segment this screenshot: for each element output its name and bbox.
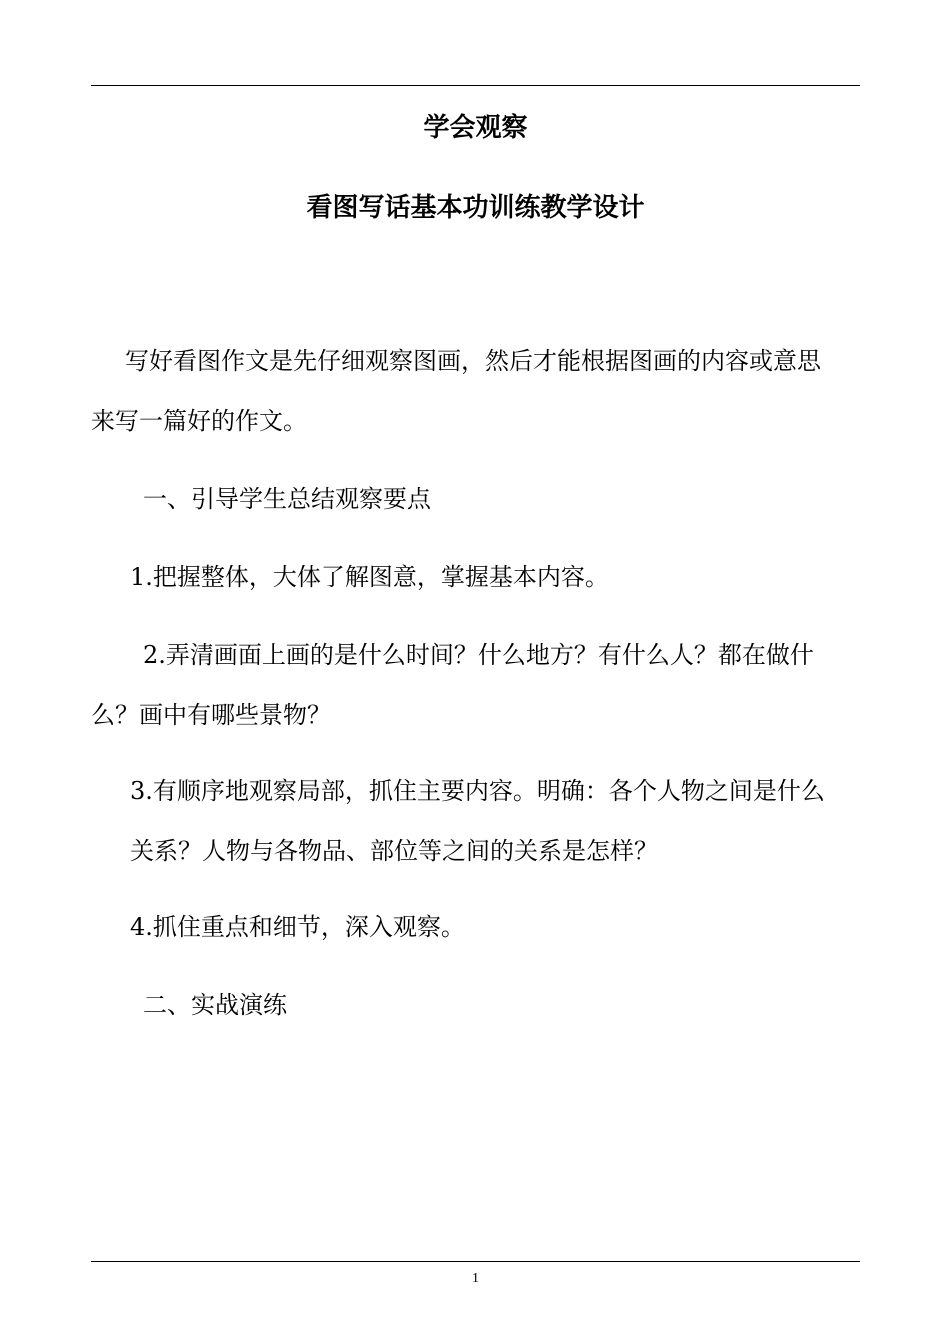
document-subtitle: 看图写话基本功训练教学设计 — [306, 193, 645, 223]
intro-line-1: 写好看图作文是先仔细观察图画，然后才能根据图画的内容或意思 — [125, 347, 821, 375]
section-1-item-3-line-2: 关系？人物与各物品、部位等之间的关系是怎样？ — [130, 837, 658, 865]
section-1-item-4: 4.抓住重点和细节，深入观察。 — [130, 913, 465, 941]
section-1-item-3-line-1: 3.有顺序地观察局部，抓住主要内容。明确：各个人物之间是什么 — [130, 777, 825, 805]
footer-rule — [91, 1261, 860, 1262]
section-2-heading: 二、实战演练 — [143, 991, 287, 1019]
page-number: 1 — [472, 1271, 479, 1286]
section-1-heading: 一、引导学生总结观察要点 — [143, 485, 431, 513]
section-1-item-1: 1.把握整体，大体了解图意，掌握基本内容。 — [130, 563, 609, 591]
intro-line-2: 来写一篇好的作文。 — [91, 407, 307, 435]
section-1-item-2-line-2: 么？画中有哪些景物？ — [91, 701, 331, 729]
document-title: 学会观察 — [423, 113, 528, 143]
section-1-item-2-line-1: 2.弄清画面上画的是什么时间？什么地方？有什么人？都在做什 — [143, 641, 814, 669]
header-rule — [91, 85, 860, 86]
